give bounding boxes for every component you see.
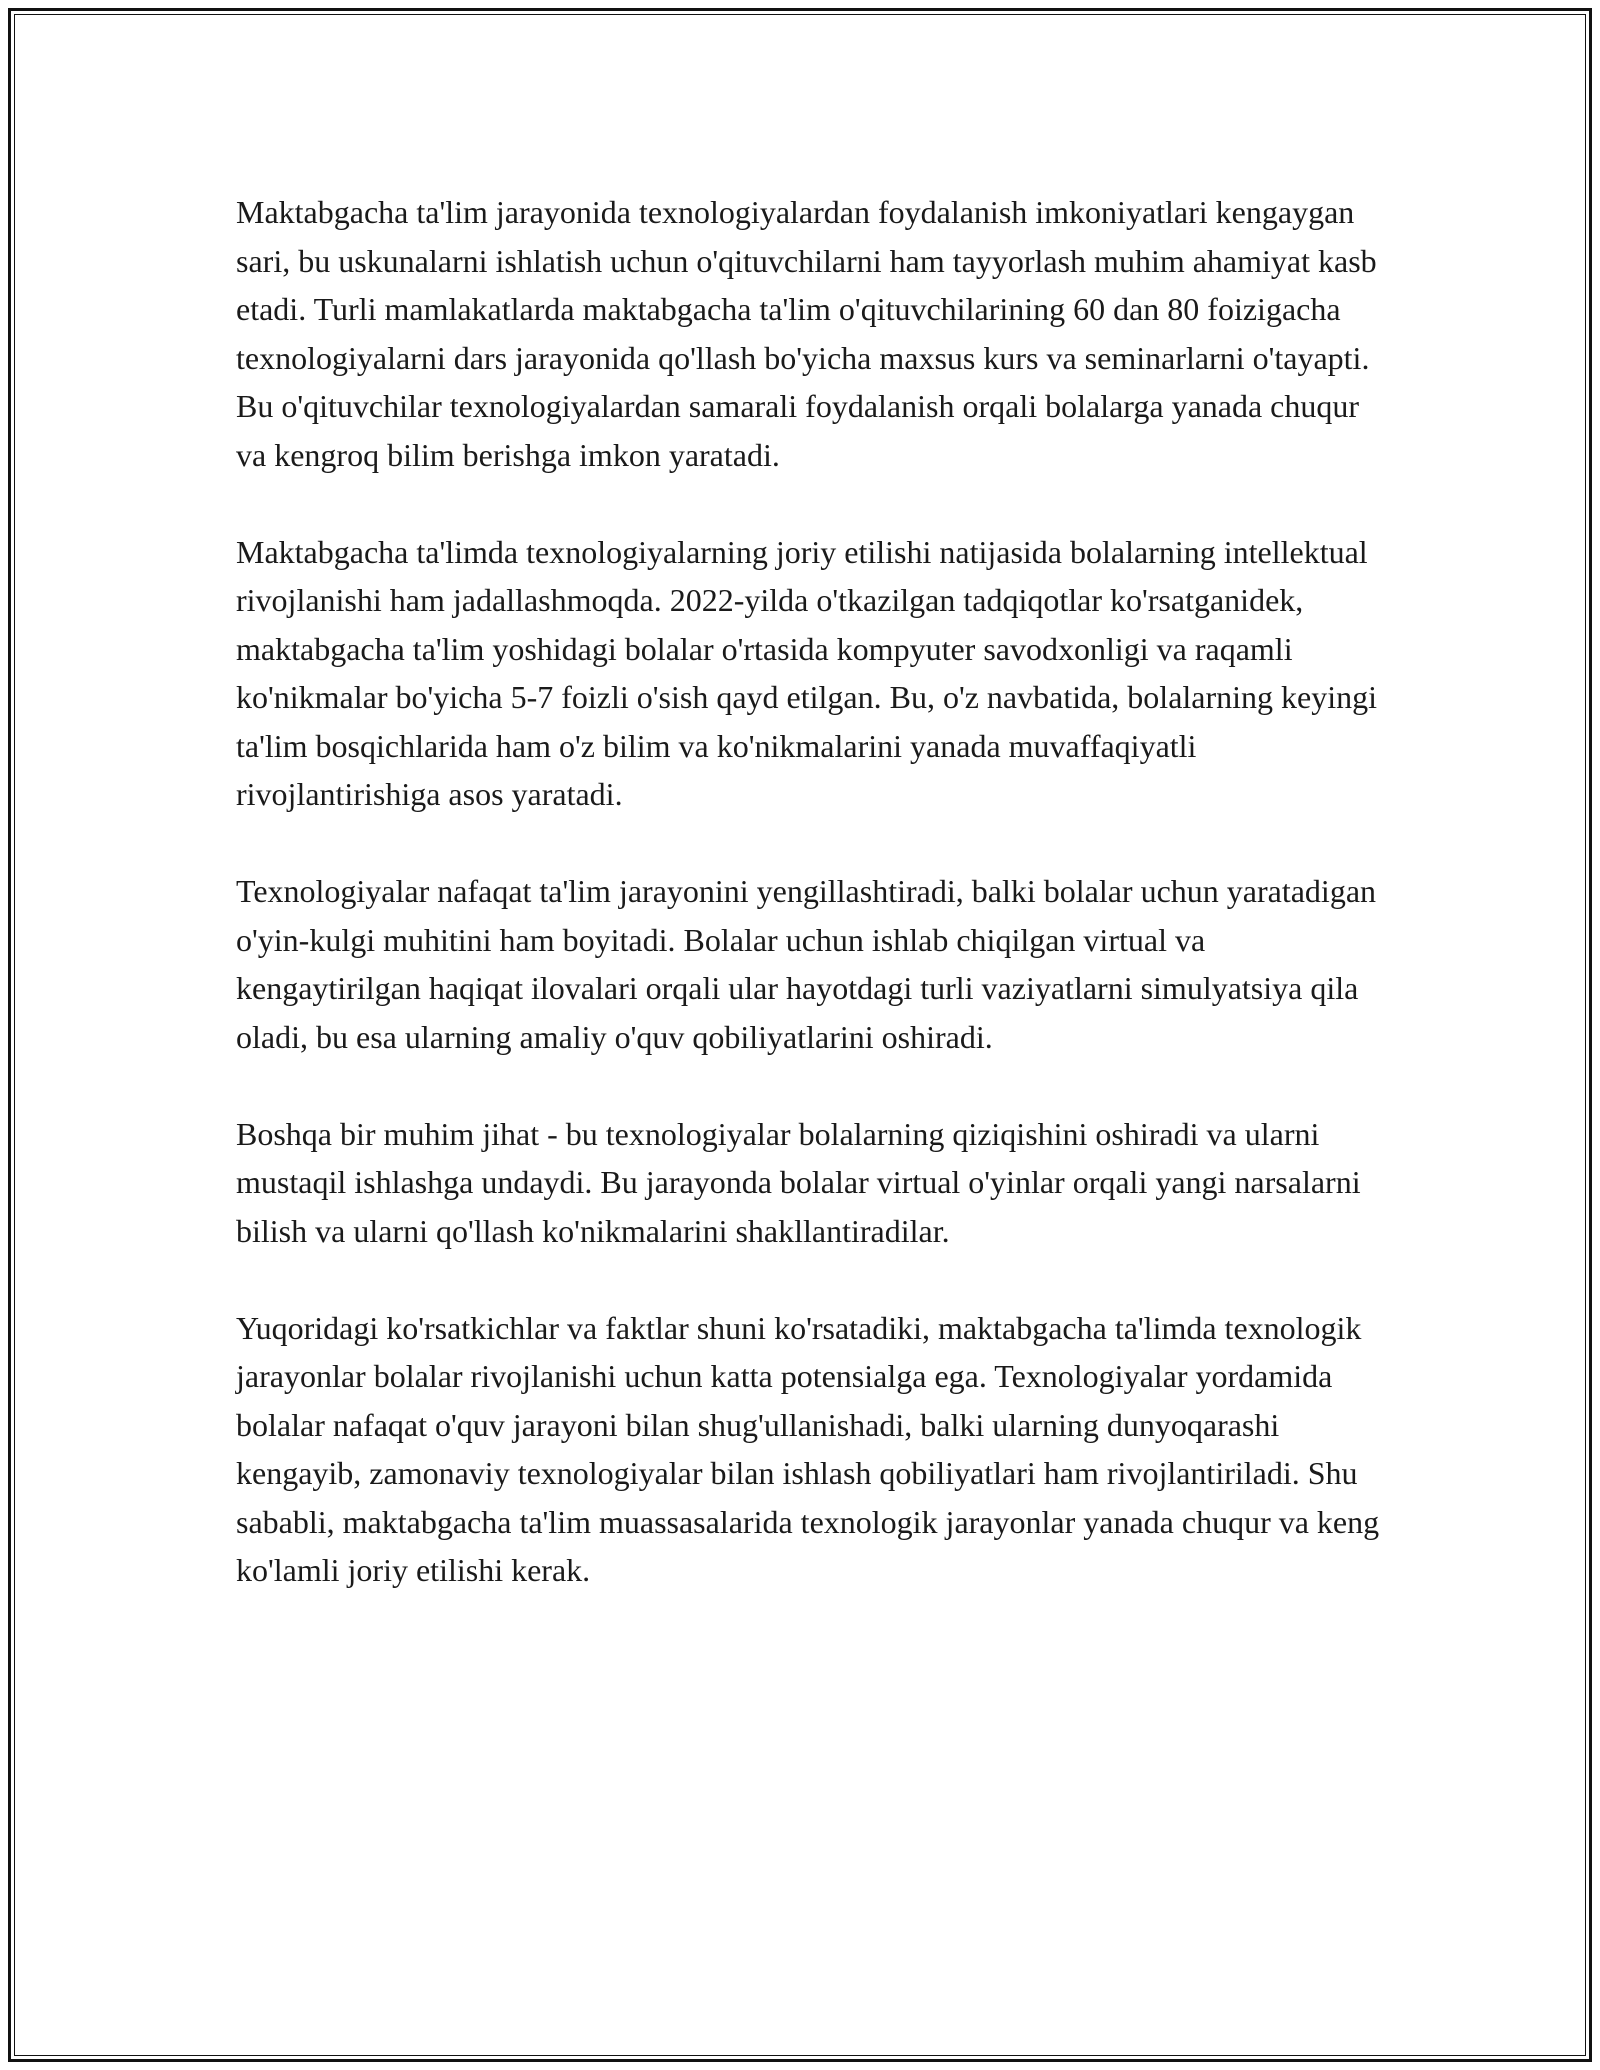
paragraph-1: Maktabgacha ta'lim jarayonida texnologiyalardan foydalanish imkoniyatlari kengaygan sari, bu uskunalarni ishlatish uchun o'qituvchilarni ham tayyorlash muhim ahamiyat kasb etadi. Turli mamlakatlarda maktabgacha ta'lim o'qituvchilarining 60 dan 80 foizigacha texnologiyalarni dars jarayonida qo'llash bo'yicha maxsus kurs va seminarlarni o'tayapti. Bu o'qituvchilar texnologiyalardan samarali foydalanish orqali bolalarga yanada chuqur va kengroq bilim berishga imkon yaratadi. [236, 194, 1377, 473]
paragraph-5: Yuqoridagi ko'rsatkichlar va faktlar shuni ko'rsatadiki, maktabgacha ta'limda texnologik jarayonlar bolalar rivojlanishi uchun katta potensialga ega. Texnologiyalar yordamida bolalar nafaqat o'quv jarayoni bilan shug'ullanishadi, balki ularning dunyoqarashi kengayib, zamonaviy texnologiyalar bilan ishlash qobiliyatlari ham rivojlantiriladi. Shu sababli, maktabgacha ta'lim muassasalarida texnologik jarayonlar yanada chuqur va keng ko'lamli joriy etilishi kerak. [236, 1309, 1380, 1588]
paragraph-2: Maktabgacha ta'limda texnologiyalarning joriy etilishi natijasida bolalarning intellektual rivojlanishi ham jadallashmoqda. 2022-yilda o'tkazilgan tadqiqotlar ko'rsatganidek, maktabgacha ta'lim yoshidagi bolalar o'rtasida kompyuter savodxonligi va raqamli ko'nikmalar bo'yicha 5-7 foizli o'sish qayd etilgan. Bu, o'z navbatida, bolalarning keyingi ta'lim bosqichlarida ham o'z bilim va ko'nikmalarini yanada muvaffaqiyatli rivojlantirishiga asos yaratadi. [236, 533, 1378, 812]
paragraph-4: Boshqa bir muhim jihat - bu texnologiyalar bolalarning qiziqishini oshiradi va ularni mustaqil ishlashga undaydi. Bu jarayonda bolalar virtual o'yinlar orqali yangi narsalarni bilish va ularni qo'llash ko'nikmalarini shakllantiradilar. [236, 1115, 1361, 1249]
document-body [236, 188, 1386, 1643]
paragraph-3: Texnologiyalar nafaqat ta'lim jarayonini yengillashtiradi, balki bolalar uchun yaratadigan o'yin-kulgi muhitini ham boyitadi. Bolalar uchun ishlab chiqilgan virtual va kengaytirilgan haqiqat ilovalari orqali ular hayotdagi turli vaziyatlarni simulyatsiya qila oladi, bu esa ularning amaliy o'quv qobiliyatlarini oshiradi. [236, 873, 1377, 1055]
